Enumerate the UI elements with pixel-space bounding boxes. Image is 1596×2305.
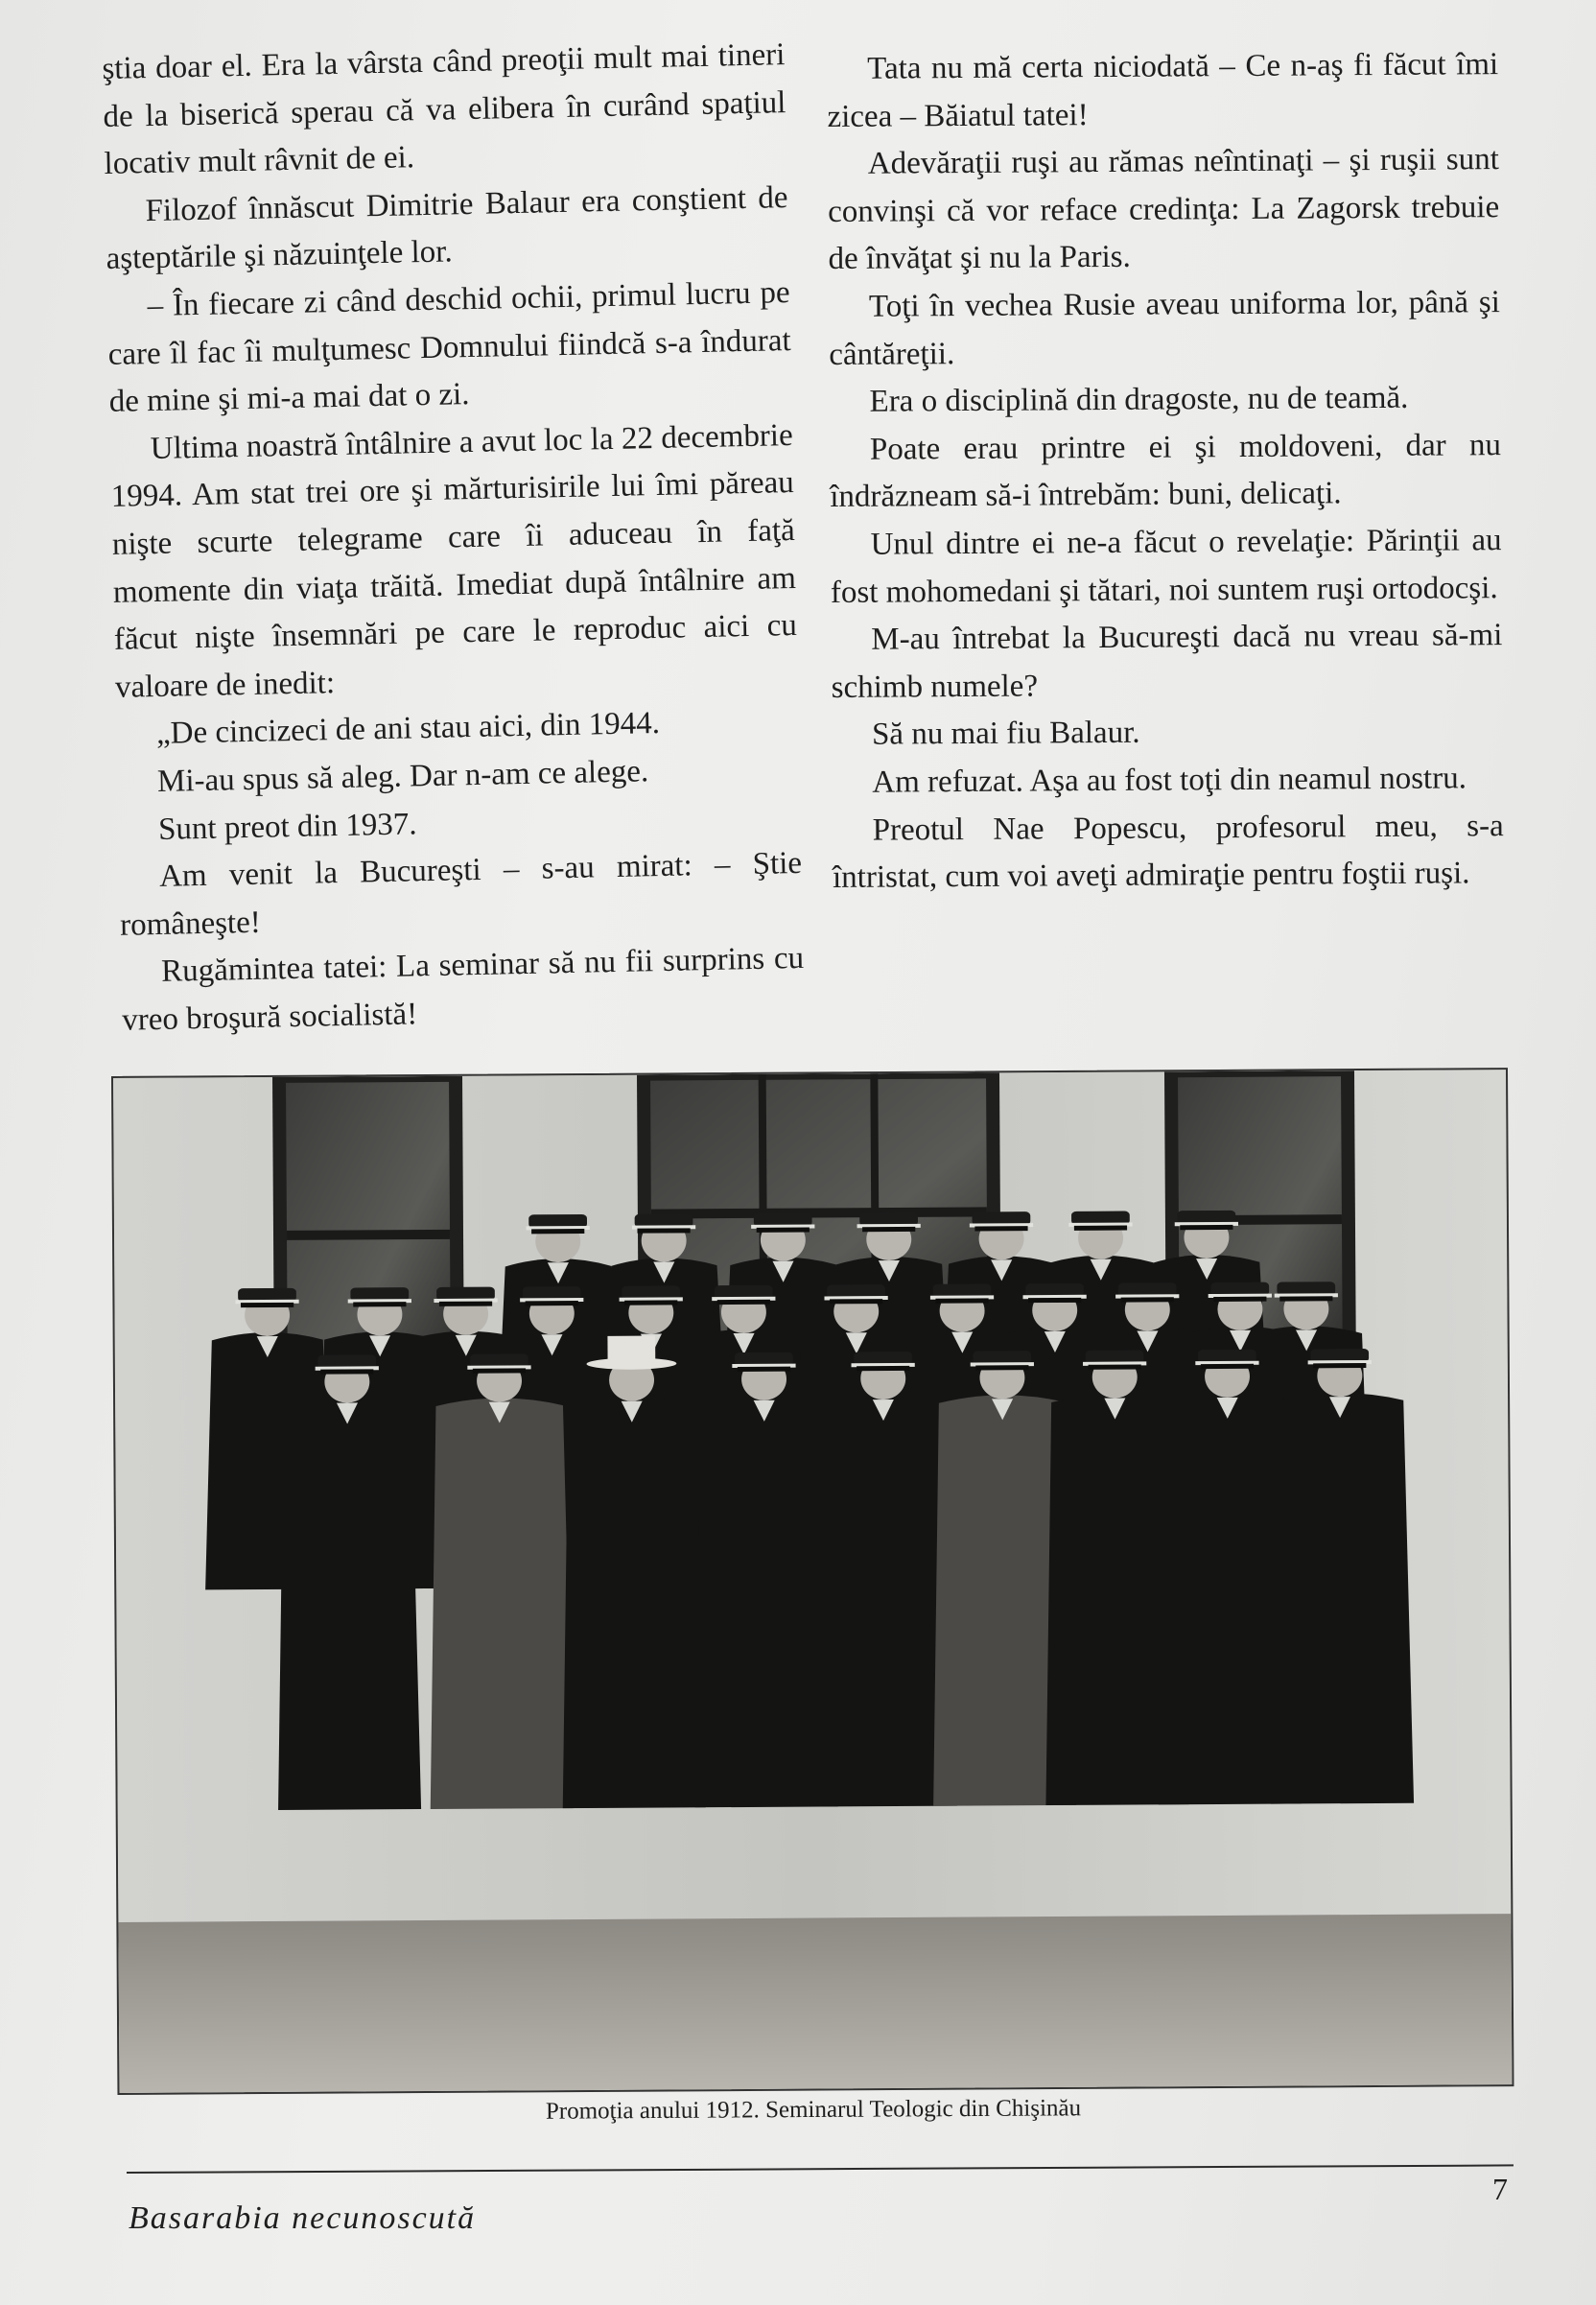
page-number: 7: [1492, 2172, 1508, 2206]
paragraph: „De cincizeci de ani stau aici, din 1944.: [155, 706, 661, 752]
paragraph: – În fiecare zi când deschid ochii, primul lucru pe care îl fac îi mulţumesc Domnului fiindcă s-a îndurat de mine şi mi-a mai dat o zi.: [107, 275, 791, 420]
paragraph: Era o disciplină din dragoste, nu de teamă.: [869, 380, 1409, 419]
footer-rule: [127, 2164, 1514, 2174]
group-photo-illustration: [113, 1070, 1512, 2093]
paragraph: Să nu mai fiu Balaur.: [871, 716, 1140, 753]
group-photo-figure: [111, 1068, 1514, 2095]
book-title: Basarabia necunoscută: [129, 2200, 477, 2236]
paragraph: Ultima noastră întâlnire a avut loc la 22 decembrie 1994. Am stat trei ore şi mărturisirile lui îmi păreau nişte scurte telegrame care îi aduceau în faţă momente din viaţa trăită. Imediat după întâlnire am făcut nişte însemnări pe care le reproduc aici cu valoare de inedit:: [110, 417, 798, 705]
paragraph: Rugămintea tatei: La seminar să nu fii surprins cu vreo broşură socialistă!: [121, 941, 805, 1038]
paragraph: Preotul Nae Popescu, profesorul meu, s-a întristat, cum voi aveţi admiraţie pentru foştii ruşi.: [832, 808, 1504, 896]
paragraph: Unul dintre ei ne-a făcut o revelaţie: Părinţii au fost mohomedani şi tătari, noi suntem ruşi ortodocşi.: [830, 523, 1502, 610]
paragraph: Mi-au spus să aleg. Dar n-am ce alege.: [156, 754, 649, 799]
paragraph: Poate erau printre ei şi moldoveni, dar nu îndrăzneam să-i întrebăm: buni, delicaţi.: [830, 427, 1502, 515]
paragraph: ştia doar el. Era la vârsta când preoţii mult mai tineri de la biserică sperau că va elibera în curând spaţiul locativ mult râvnit de ei.: [102, 37, 786, 182]
paragraph: Am venit la Bucureşti – s-au mirat: – Ştie româneşte!: [119, 845, 803, 943]
right-text-column: [827, 41, 1504, 903]
paragraph: Tata nu mă certa niciodată – Ce n-aş fi făcut îmi zicea – Băiatul tatei!: [827, 47, 1499, 134]
paragraph: M-au întrebat la Bucureşti dacă nu vreau să-mi schimb numele?: [831, 618, 1503, 705]
group-photo: [111, 1068, 1514, 2095]
paragraph: Toţi în vechea Rusie aveau uniforma lor, până şi cântăreţii.: [829, 285, 1501, 372]
left-text-column: [102, 32, 806, 1045]
photo-caption: Promoţia anului 1912. Seminarul Teologic din Chişinău: [545, 2095, 1082, 2125]
paragraph: Am refuzat. Aşa au fost toţi din neamul nostru.: [872, 761, 1467, 800]
paragraph: Sunt preot din 1937.: [157, 806, 417, 847]
paragraph: Filozof înnăscut Dimitrie Balaur era conştient de aşteptările şi năzuinţele lor.: [106, 179, 788, 277]
paragraph: Adevăraţii ruşi au rămas neîntinaţi – şi ruşii sunt convinşi că vor reface credinţa: La Zagorsk trebuie de învăţat şi nu la Paris.: [828, 142, 1500, 277]
